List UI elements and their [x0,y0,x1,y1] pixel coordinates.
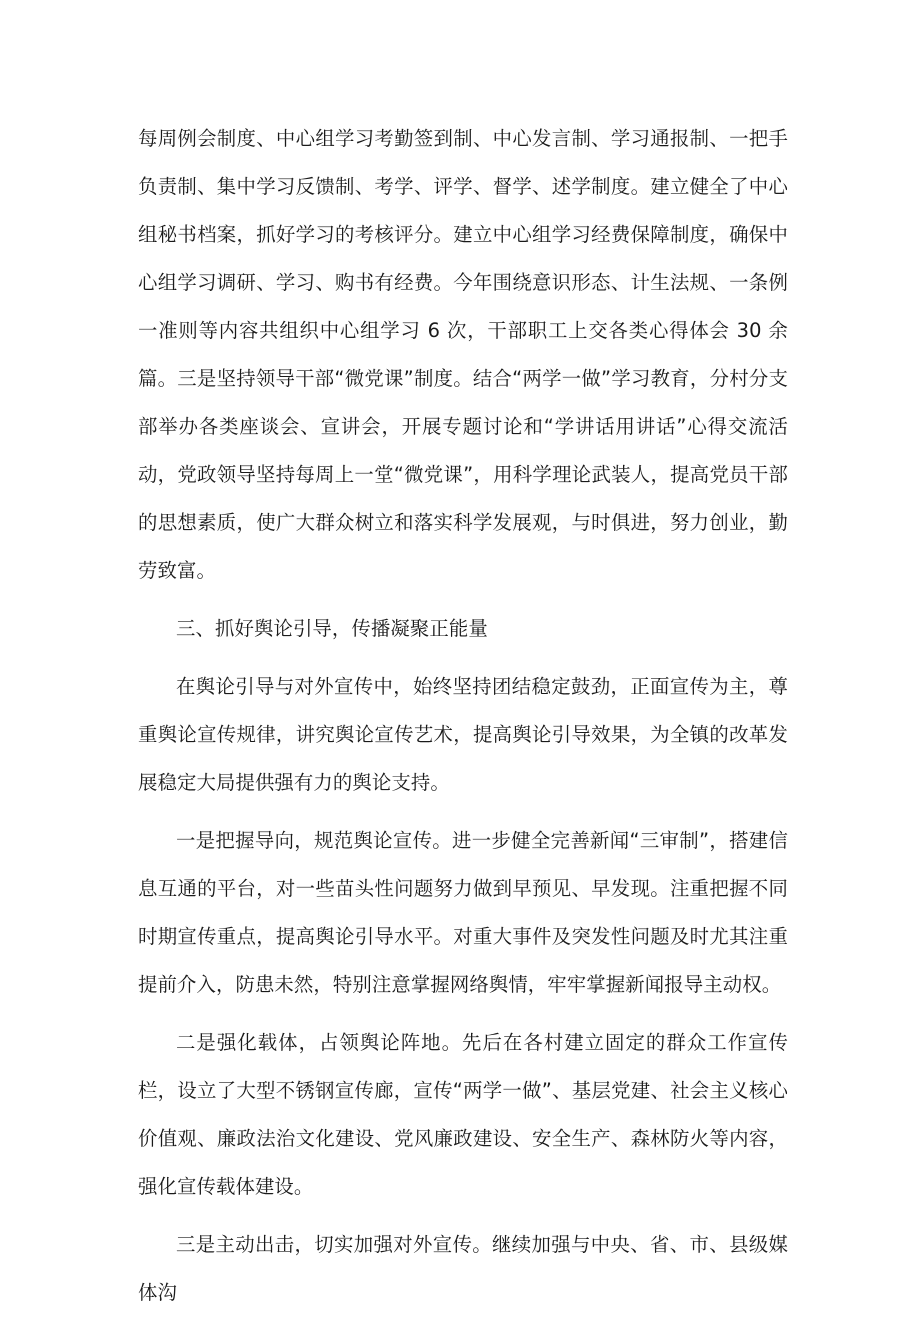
paragraph-study-system: 每周例会制度、中心组学习考勤签到制、中心发言制、学习通报制、一把手负责制、集中学习反馈制、考学、评学、督学、述学制度。建立健全了中心组秘书档案，抓好学习的考核评分。建立中心组学习经费保障制度，确保中心组学习调研、学习、购书有经费。今年围绕意识形态、计生法规、一条例一准则等内容共组织中心组学习 6 次，干部职工上交各类心得体会 30 余篇。三是坚持领导干部“微党课”制度。结合“两学一做”学习教育，分村分支部举办各类座谈会、宣讲会，开展专题讨论和“学讲话用讲话”心得交流活动，党政领导坚持每周上一堂“微党课”，用科学理论武装人，提高党员干部的思想素质，使广大群众树立和落实科学发展观，与时俱进，努力创业，勤劳致富。 [138,127,788,582]
paragraph-publicity-carrier: 二是强化载体，占领舆论阵地。先后在各村建立固定的群众工作宣传栏，设立了大型不锈钢宣传廊，宣传“两学一做”、基层党建、社会主义核心价值观、廉政法治文化建设、党风廉政建设、安全生产、森林防火等内容，强化宣传载体建设。 [138,1031,788,1198]
paragraph-guidance-direction: 一是把握导向，规范舆论宣传。进一步健全完善新闻“三审制”，搭建信息互通的平台，对一些苗头性问题努力做到早预见、早发现。注重把握不同时期宣传重点，提高舆论引导水平。对重大事件及突发性问题及时尤其注重提前介入，防患未然，特别注意掌握网络舆情，牢牢掌握新闻报导主动权。 [138,829,788,996]
paragraph-external-publicity: 三是主动出击，切实加强对外宣传。继续加强与中央、省、市、县级媒体沟 [138,1233,788,1304]
paragraph-opinion-intro: 在舆论引导与对外宣传中，始终坚持团结稳定鼓劲，正面宣传为主，尊重舆论宣传规律，讲究舆论宣传艺术，提高舆论引导效果，为全镇的改革发展稳定大局提供强有力的舆论支持。 [138,675,788,794]
document-body [138,115,788,1327]
section-heading-public-opinion: 三、抓好舆论引导，传播凝聚正能量 [176,617,488,640]
